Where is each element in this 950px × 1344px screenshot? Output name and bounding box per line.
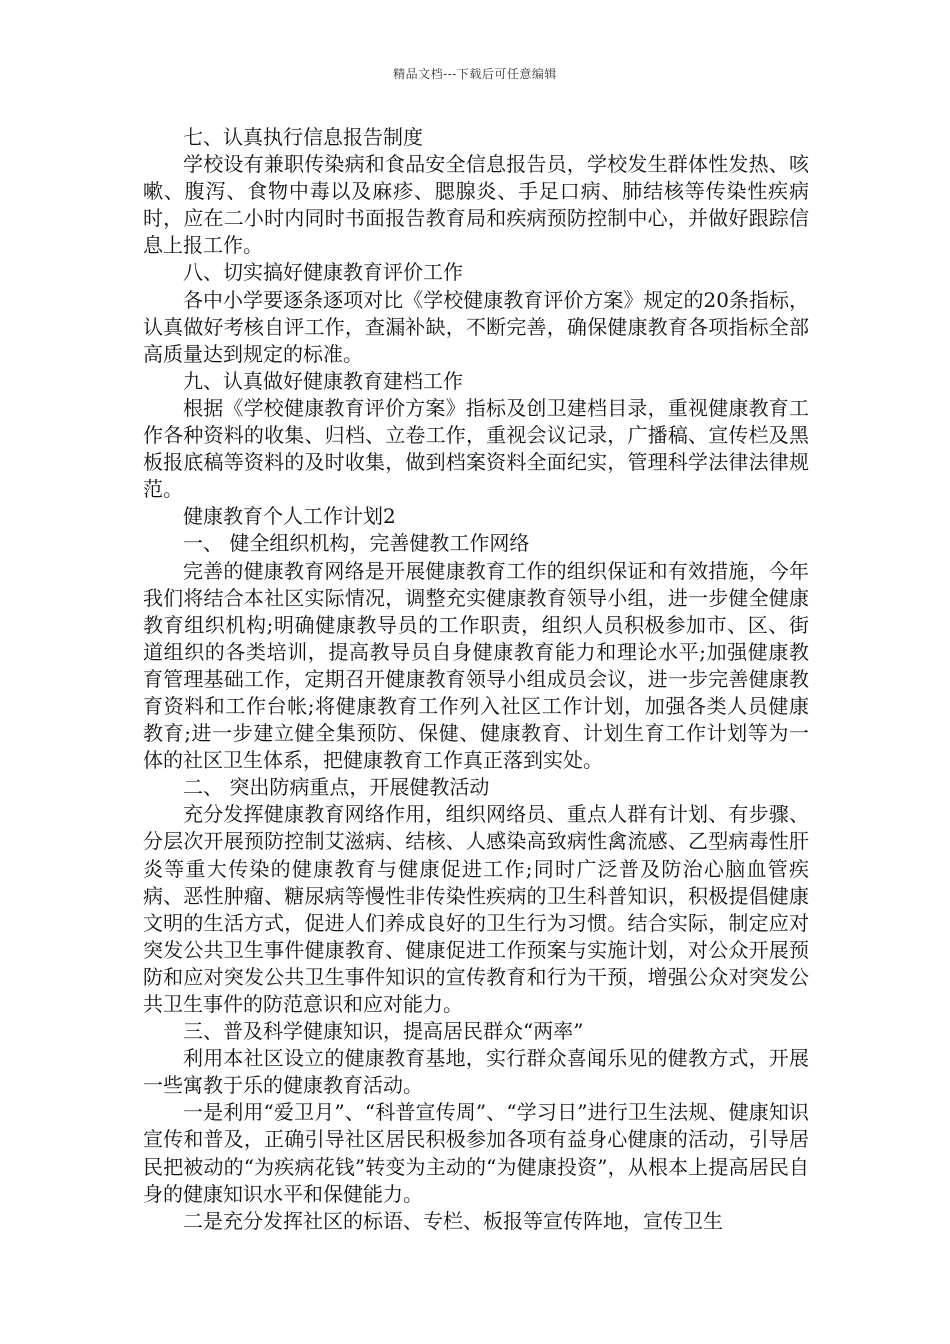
document-body [143,124,809,1235]
paragraph: 利用本社区设立的健康教育基地，实行群众喜闻乐见的健教方式，开展一些寓教于乐的健康教育活动。 [143,1046,809,1098]
section-heading: 二、 突出防病重点，开展健教活动 [183,775,490,800]
paragraph: 各中小学要逐条逐项对比《学校健康教育评价方案》规定的20条指标，认真做好考核自评工作，查漏补缺，不断完善，确保健康教育各项指标全部高质量达到规定的标准。 [143,287,809,366]
paragraph: 一是利用“爱卫月”、“科普宣传周”、“学习日”进行卫生法规、健康知识宣传和普及，正确引导社区居民积极参加各项有益身心健康的活动，引导居民把被动的“为疾病花钱”转变为主动的“为健康投资”，从根本上提高居民自身的健康知识水平和保健能力。 [143,1100,809,1206]
section-heading: 三、普及科学健康知识，提高居民群众“两率” [183,1019,584,1044]
paragraph: 充分发挥健康教育网络作用，组织网络员、重点人群有计划、有步骤、分层次开展预防控制艾滋病、结核、人感染高致病性禽流感、乙型病毒性肝炎等重大传染的健康教育与健康促进工作;同时广泛普及防治心脑血管疾病、恶性肿瘤、糖尿病等慢性非传染性疾病的卫生科普知识，积极提倡健康文明的生活方式，促进人们养成良好的卫生行为习惯。结合实际，制定应对突发公共卫生事件健康教育、健康促进工作预案与实施计划，对公众开展预防和应对突发公共卫生事件知识的宣传教育和行为干预，增强公众对突发公共卫生事件的防范意识和应对能力。 [143,802,809,1016]
section-heading: 九、认真做好健康教育建档工作 [183,368,463,393]
section-heading: 七、认真执行信息报告制度 [183,125,423,149]
document-title: 健康教育个人工作计划2 [183,504,396,529]
paragraph: 学校设有兼职传染病和食品安全信息报告员，学校发生群体性发热、咳嗽、腹泻、食物中毒以及麻疹、腮腺炎、手足口病、肺结核等传染性疾病时，应在二小时内同时书面报告教育局和疾病预防控制中心，并做好跟踪信息上报工作。 [143,152,809,258]
section-heading: 一、 健全组织机构，完善健教工作网络 [183,531,530,556]
paragraph: 根据《学校健康教育评价方案》指标及创卫建档目录，重视健康教育工作各种资料的收集、归档、立卷工作，重视会议记录，广播稿、宣传栏及黑板报底稿等资料的及时收集，做到档案资料全面纪实，管理科学法律法律规范。 [143,395,809,502]
page-header: 精品文档---下载后可任意编辑 [393,67,557,81]
paragraph: 二是充分发挥社区的标语、专栏、板报等宣传阵地，宣传卫生 [183,1208,723,1233]
section-heading: 八、切实搞好健康教育评价工作 [183,260,463,285]
paragraph: 完善的健康教育网络是开展健康教育工作的组织保证和有效措施，今年我们将结合本社区实际情况，调整充实健康教育领导小组，进一步健全健康教育组织机构;明确健康教导员的工作职责，组织人员积极参加市、区、街道组织的各类培训，提高教导员自身健康教育能力和理论水平;加强健康教育管理基础工作，定期召开健康教育领导小组成员会议，进一步完善健康教育资料和工作台帐;将健康教育工作列入社区工作计划，加强各类人员健康教育;进一步建立健全集预防、保健、健康教育、计划生育工作计划等为一体的社区卫生体系，把健康教育工作真正落到实处。 [143,558,809,773]
